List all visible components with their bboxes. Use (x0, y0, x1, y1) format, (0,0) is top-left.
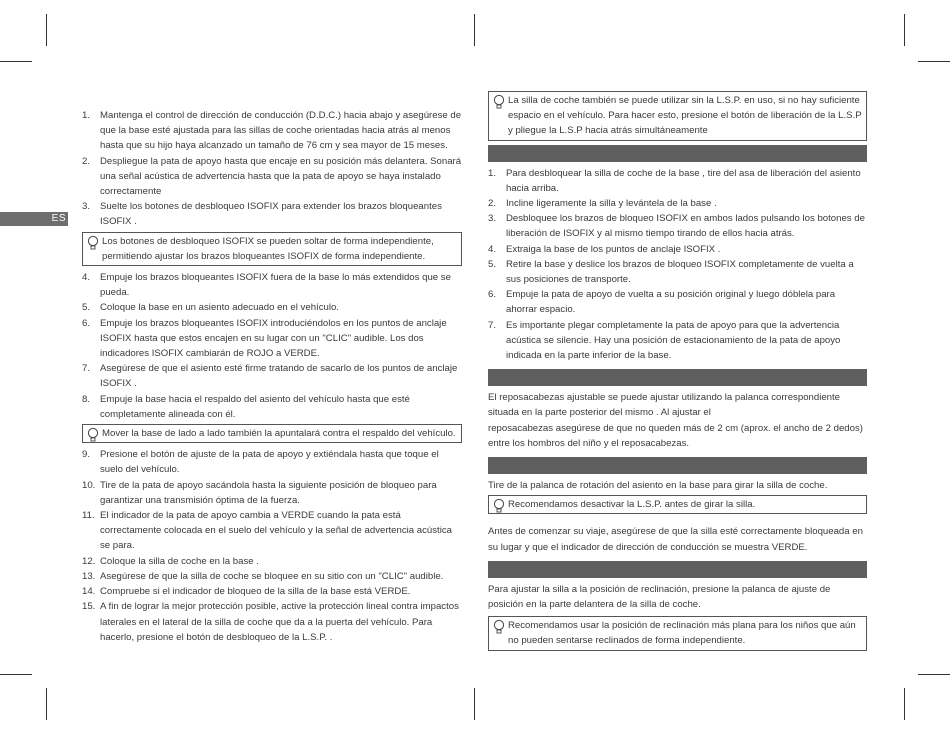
note-text: Recomendamos usar la posición de reclinación más plana para los niños que aún no pueden sentarse reclinados de forma independiente. (508, 620, 856, 647)
list-item (82, 300, 462, 315)
list-item (488, 242, 867, 257)
list-item (82, 508, 462, 554)
note-box (488, 91, 867, 141)
step-number: 15. (82, 601, 96, 613)
list-item (82, 199, 462, 229)
step-number: 12. (82, 555, 96, 567)
step-text: Despliegue la pata de apoyo hasta que encaje en su posición más delantera. Sonará una señal acústica de advertencia hasta que la pata de apoyo se haya instalado correctamente (100, 155, 462, 198)
step-number: 7. (82, 363, 91, 375)
step-number: 4. (82, 272, 91, 284)
step-number: 7. (488, 319, 497, 331)
list-item (82, 447, 462, 477)
headrest-text: reposacabezas asegúrese de que no queden más de 2 cm (aprox. el ancho de 2 dedos) entre los hombros del niño y el reposacabezas. (488, 422, 863, 449)
installation-steps (82, 447, 462, 645)
step-text: Coloque la silla de coche en la base . (100, 555, 259, 567)
installation-steps (82, 108, 462, 230)
lightbulb-icon (493, 619, 505, 635)
list-item (82, 361, 462, 391)
list-item (82, 108, 462, 154)
step-number: 10. (82, 479, 96, 491)
list-item (488, 166, 867, 196)
step-text: Empuje la base hacia el respaldo del asiento del vehículo hasta que esté completamente alineada con él. (100, 393, 410, 420)
list-item (82, 270, 462, 300)
step-text: Es importante plegar completamente la pata de apoyo para que la advertencia acústica se silencie. Hay una posición de estacionamiento de la pata de apoyo indicada en la parte inferior de la base. (506, 319, 841, 362)
note-box (488, 616, 867, 650)
step-number: 8. (82, 393, 91, 405)
step-number: 6. (82, 317, 91, 329)
step-number: 3. (82, 201, 91, 213)
step-text: Mantenga el control de dirección de conducción (D.D.C.) hacia abajo y asegúrese de que la base esté ajustada para las sillas de coche orientadas hacia atrás al menos hasta que su hijo haya alcanzado un tamaño de 76 cm y sea mayor de 15 meses. (100, 110, 462, 152)
step-text: Incline ligeramente la silla y levántela de la base . (506, 198, 717, 210)
removal-steps (488, 166, 867, 364)
rotation-text: Tire de la palanca de rotación del asiento en la base para girar la silla de coche. (488, 480, 828, 492)
step-number: 11. (82, 510, 95, 522)
step-number: 4. (488, 243, 497, 255)
section-bar-rotation (488, 457, 867, 474)
step-number: 1. (82, 110, 91, 121)
installation-steps (82, 270, 462, 422)
left-column (82, 108, 462, 645)
step-text: Coloque la base en un asiento adecuado en el vehículo. (100, 302, 339, 314)
crop-mark (46, 14, 47, 46)
step-text: El indicador de la pata de apoyo cambia a VERDE cuando la pata está correctamente colocada en el suelo del vehículo y la señal de advertencia acústica se para. (100, 510, 452, 552)
step-text: Empuje los brazos bloqueantes ISOFIX introduciéndolos en los puntos de anclaje ISOFIX hasta que estos encajen en su lugar con un "CLIC" audible. Los dos indicadores ISOFIX cambiarán de ROJO a VERDE. (100, 317, 447, 360)
crop-mark (0, 61, 32, 62)
step-number: 1. (488, 167, 497, 179)
step-text: Extraiga la base de los puntos de anclaje ISOFIX . (506, 243, 721, 255)
lightbulb-icon (493, 498, 505, 514)
crop-mark (918, 674, 950, 675)
list-item (488, 257, 867, 287)
step-text: Empuje los brazos bloqueantes ISOFIX fuera de la base lo más extendidos que se pueda. (100, 272, 451, 299)
list-item (82, 316, 462, 362)
note-text: La silla de coche también se puede utilizar sin la L.S.P. en uso, si no hay suficiente espacio en el vehículo. Para hacer esto, presione el botón de liberación de la L.S.P y pliegue la L.S.P hacia atrás simultáneamente (508, 95, 862, 137)
section-bar-headrest (488, 369, 867, 386)
list-item (82, 392, 462, 422)
note-box (488, 495, 867, 514)
crop-mark (474, 688, 475, 720)
step-text: Para desbloquear la silla de coche de la base , tire del asa de liberación del asiento hacia arriba. (506, 167, 861, 194)
step-text: Retire la base y deslice los brazos de bloqueo ISOFIX completamente de vuelta a sus posiciones de transporte. (506, 258, 854, 286)
step-number: 6. (488, 289, 497, 301)
note-text: Recomendamos desactivar la L.S.P. antes de girar la silla. (508, 499, 756, 511)
list-item (82, 154, 462, 200)
section-bar-recline (488, 561, 867, 578)
list-item (82, 599, 462, 645)
list-item (82, 569, 462, 584)
step-text: Asegúrese de que la silla de coche se bloquee en su sitio con un "CLIC" audible. (100, 570, 444, 582)
note-text: Los botones de desbloqueo ISOFIX se pueden soltar de forma independiente, permitiendo ajustar los brazos bloqueantes ISOFIX de forma independiente. (102, 235, 434, 262)
language-tab: ES (0, 212, 68, 226)
step-text: Compruebe si el indicador de bloqueo de la silla de la base está VERDE. (100, 586, 411, 598)
lightbulb-icon (493, 94, 505, 110)
step-number: 13. (82, 570, 96, 582)
list-item (488, 211, 867, 241)
step-text: Asegúrese de que el asiento esté firme tratando de sacarlo de los puntos de anclaje ISOFIX . (100, 363, 458, 390)
recline-text: Para ajustar la silla a la posición de reclinación, presione la palanca de ajuste de posición en la parte delantera de la silla de coche. (488, 583, 831, 611)
crop-mark (918, 61, 950, 62)
list-item (82, 584, 462, 599)
step-text: Suelte los botones de desbloqueo ISOFIX para extender los brazos bloqueantes ISOFIX . (100, 201, 442, 228)
crop-mark (0, 674, 32, 675)
travel-text: Antes de comenzar su viaje, asegúrese de que la silla esté correctamente bloqueada en su lugar y que el indicador de dirección de conducción se muestra VERDE. (488, 526, 863, 553)
note-box (82, 232, 462, 266)
lightbulb-icon (87, 427, 99, 443)
step-number: 2. (82, 155, 91, 167)
crop-mark (904, 688, 905, 720)
section-bar-removal (488, 145, 867, 162)
list-item (82, 554, 462, 569)
step-number: 9. (82, 449, 91, 461)
right-column (488, 89, 867, 655)
step-text: Empuje la pata de apoyo de vuelta a su posición original y luego dóblela para ahorrar espacio. (506, 289, 836, 316)
step-number: 2. (488, 198, 497, 210)
list-item (82, 478, 462, 508)
step-number: 3. (488, 213, 497, 225)
crop-mark (474, 14, 475, 46)
crop-mark (904, 14, 905, 46)
list-item (488, 196, 867, 211)
crop-mark (46, 688, 47, 720)
note-box (82, 424, 462, 443)
lightbulb-icon (87, 235, 99, 251)
step-number: 5. (82, 302, 91, 314)
step-text: Presione el botón de ajuste de la pata de apoyo y extiéndala hasta que toque el suelo del vehículo. (100, 449, 439, 476)
step-number: 14. (82, 586, 96, 598)
step-text: Tire de la pata de apoyo sacándola hasta la siguiente posición de bloqueo para garantizar una transmisión óptima de la fuerza. (100, 479, 437, 506)
step-text: A fin de lograr la mejor protección posible, active la protección lineal contra impactos laterales en el lateral de la silla de coche que da a la puerta del vehículo. Para hacerlo, presione el botón de desbloqueo de la L.S.P. . (100, 601, 459, 643)
list-item (488, 318, 867, 364)
headrest-text: El reposacabezas ajustable se puede ajustar utilizando la palanca correspondiente situada en la parte posterior del mismo . Al ajustar el (488, 392, 841, 419)
note-text: Mover la base de lado a lado también la apuntalará contra el respaldo del vehículo. (102, 428, 456, 440)
step-text: Desbloquee los brazos de bloqueo ISOFIX en ambos lados pulsando los botones de liberación de ISOFIX y al mismo tiempo tirando de ellos hacia atrás. (506, 213, 865, 240)
step-number: 5. (488, 258, 497, 270)
list-item (488, 287, 867, 317)
